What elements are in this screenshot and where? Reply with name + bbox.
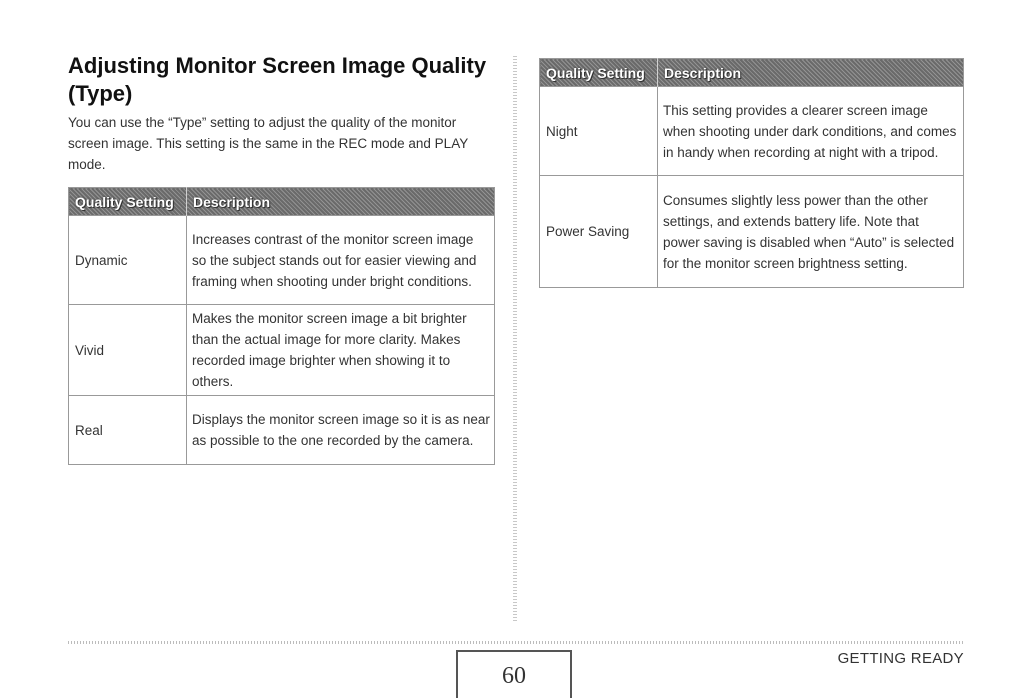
description-cell: Displays the monitor screen image so it is as near as possible to the one recorded by the camera. — [187, 396, 495, 465]
column-header-description: Description — [187, 188, 495, 216]
footer-divider — [68, 641, 964, 644]
table-header-row — [69, 188, 495, 216]
description-cell: Makes the monitor screen image a bit brighter than the actual image for more clarity. Makes recorded image brighter when showing it to others. — [187, 305, 495, 396]
column-header-description: Description — [658, 59, 964, 87]
quality-table-right — [539, 58, 964, 288]
setting-cell: Vivid — [69, 305, 187, 396]
column-header-quality-setting: Quality Setting — [69, 188, 187, 216]
setting-cell: Real — [69, 396, 187, 465]
description-cell: Increases contrast of the monitor screen image so the subject stands out for easier viewing and framing when shooting under bright conditions. — [187, 216, 495, 305]
column-divider — [513, 56, 517, 623]
intro-paragraph: You can use the “Type” setting to adjust the quality of the monitor screen image. This setting is the same in the REC mode and PLAY mode. — [68, 115, 468, 172]
quality-table-left — [68, 187, 495, 465]
table-row — [69, 305, 495, 396]
section-label: GETTING READY — [837, 650, 964, 667]
table-row — [540, 176, 964, 288]
table-row — [69, 216, 495, 305]
column-header-quality-setting: Quality Setting — [540, 59, 658, 87]
table-row — [69, 396, 495, 465]
page-title: Adjusting Monitor Screen Image Quality (Type) — [68, 53, 487, 106]
setting-cell: Dynamic — [69, 216, 187, 305]
table-row — [540, 87, 964, 176]
table-header-row — [540, 59, 964, 87]
setting-cell: Power Saving — [540, 176, 658, 288]
description-cell: This setting provides a clearer screen image when shooting under dark conditions, and comes in handy when recording at night with a tripod. — [658, 87, 964, 176]
page-number: 60 — [456, 650, 572, 698]
setting-cell: Night — [540, 87, 658, 176]
description-cell: Consumes slightly less power than the other settings, and extends battery life. Note that power saving is disabled when “Auto” is selected for the monitor screen brightness setting. — [658, 176, 964, 288]
